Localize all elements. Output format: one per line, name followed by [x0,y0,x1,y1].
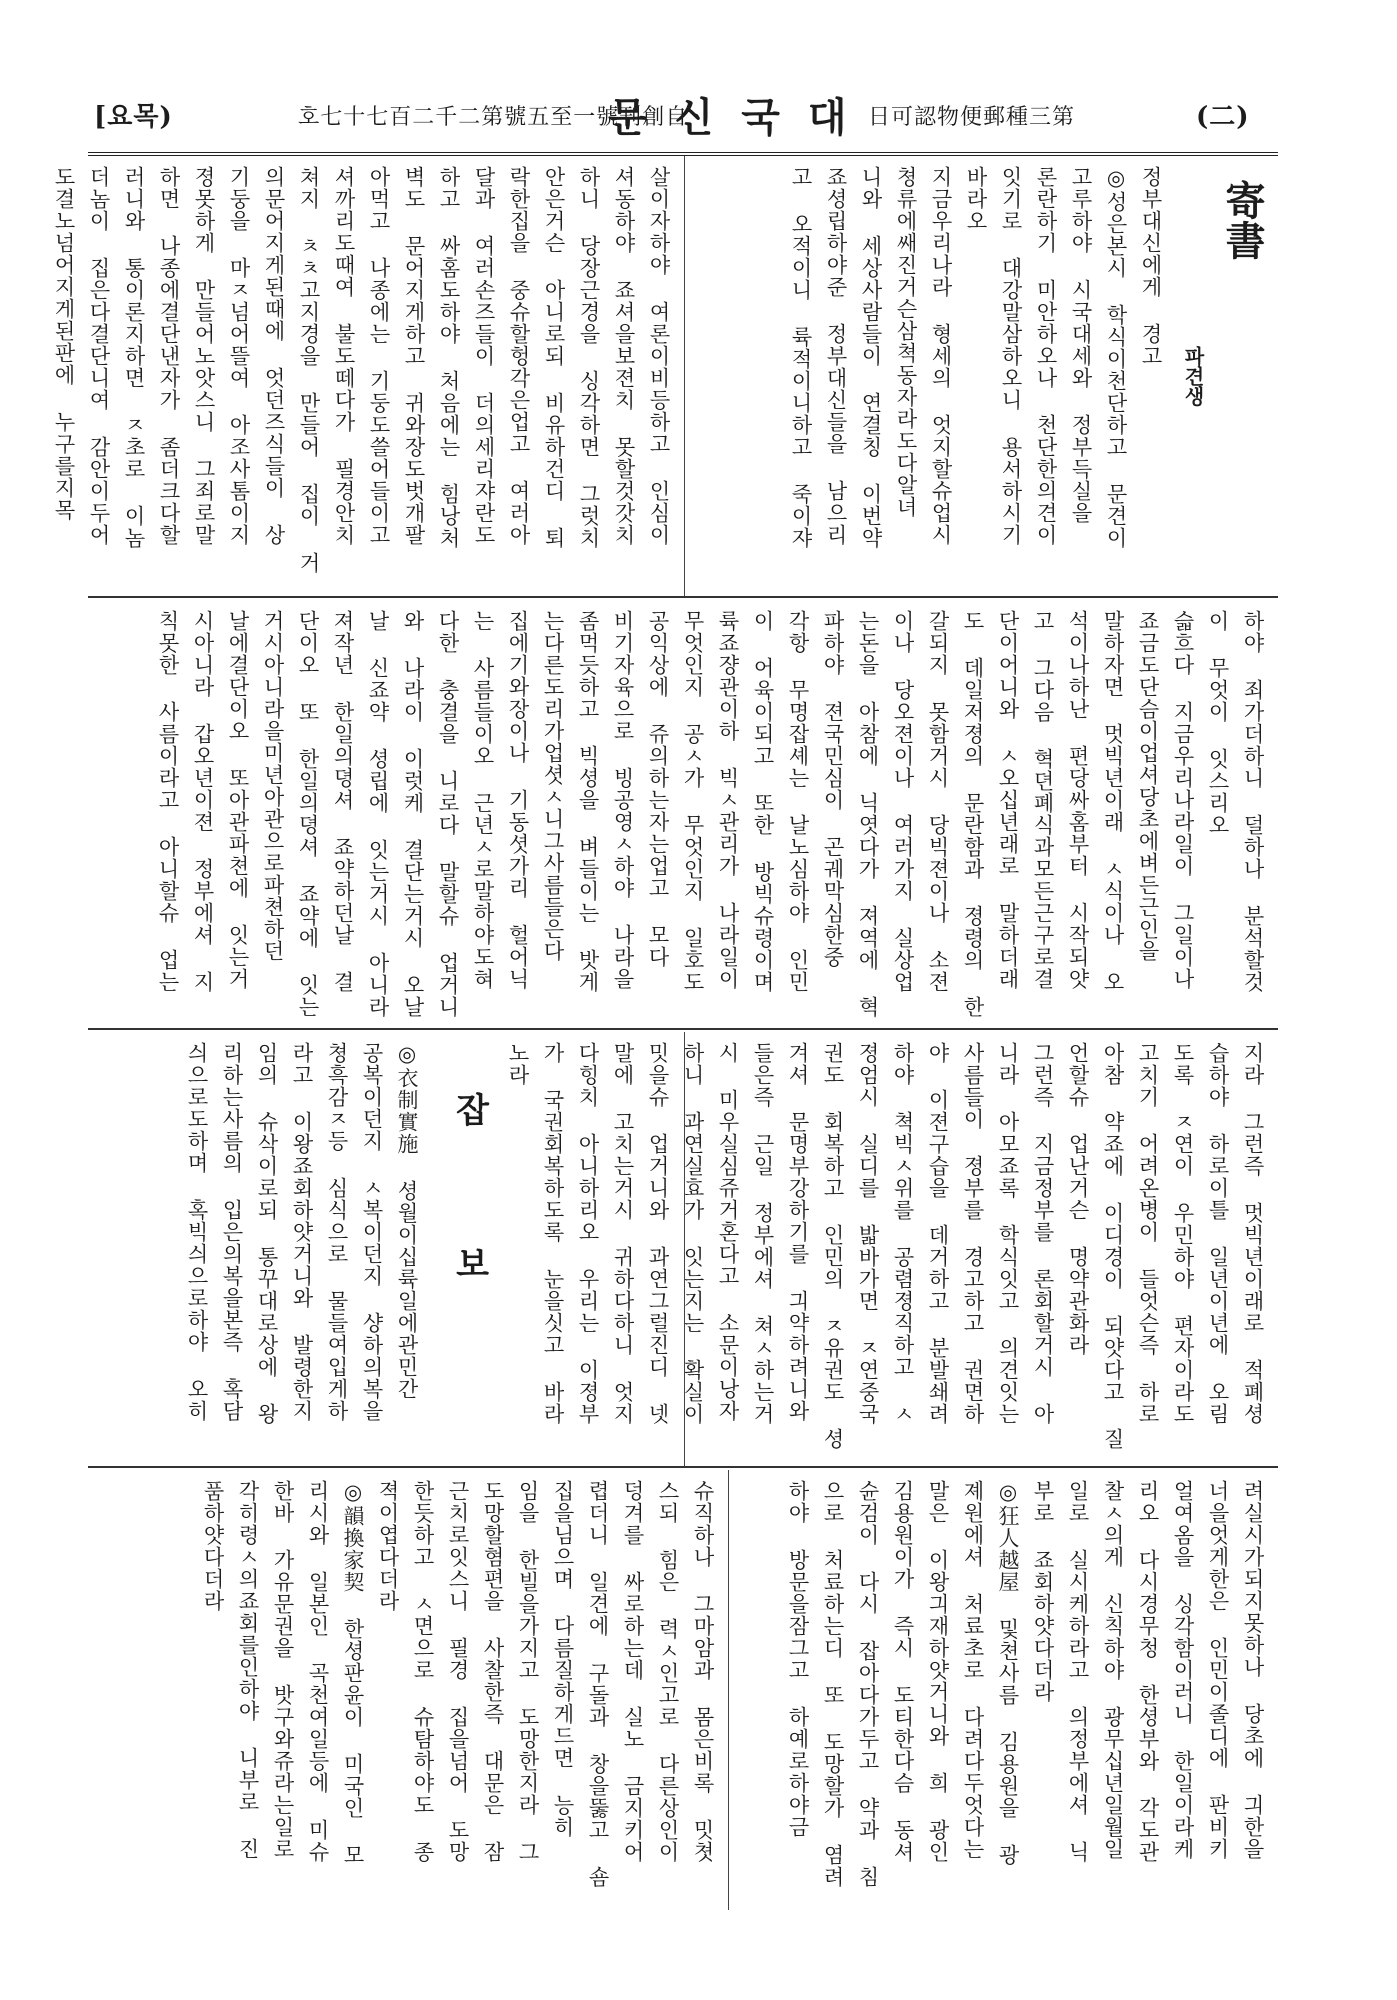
tier-2 [88,600,1278,1030]
day-label: [요목) [94,102,173,132]
tier-4 [88,1470,1278,1910]
news-section-heading: 잡 보 [449,1092,489,1320]
news-item-madman-part-2: 슈직하나 그마암과 몸은비록 밋쳣 스되 힘은 력ㅅ인고로 다른상인이 덩겨를 싸로하는데 실노 금지키어 렵더니 일견에 구돌과 창을뚫고 숌 집을님으며 다름질하게드면 능히 임을 한빌을가지고 도망한지라 그 도망할혐편을 사찰한즉 대문은 잠 근치로잇스니 필경 집을넘어 도망 한듯하고 ㅅ면으로 슈탐하야도 종 젹이엽다더라 ◎韻換家契 한셩판윤이 미국인 모 리시와 일본인 곡천여일등에 미슈 한바 가유문권을 밧구와쥬라는일로 각히령ㅅ의죠회를인하야 니부로 진 품하얏다더라 [201,1480,715,1888]
masthead [88,82,1278,156]
tier-1-right [686,156,1278,596]
letter-text-part-1: 정부대신에게 경고 ◎성은본시 학식이천단하고 문견이 고루하야 시국대세와 정부득실을 론란하기 미안하오나 천단한의견이 잇기로 대강말삼하오니 용서하시기 바라오 지금우리나라 형세의 엇지할슈업시 쳥류에쌔진거슨삼쳑동자라도다알녀 니와 세상사람들이 연결칭 이번약 죠셩립하야준 정부대신들을 남으리 고 오적이니 륙적이니하고 죽이쟈 [789,166,1163,549]
tier-3-left [88,1032,685,1466]
postal-mark: 日可認物便郵種三第 [868,105,1076,130]
page-number: (二) [1196,102,1250,132]
newspaper-page [52,82,1278,1932]
letter-text-part-4: 지라 그런즉 멋빅년이래로 적폐셩 습하야 하로이틀 일년이년에 오림 도록 ㅈ연이 우민하야 편자이라도 고치기 어려온병이 들엇슨즉 하로 아참 약죠에 이디경이 되얏다고 질 언할슈 업난거슨 명약관화라 그런즉 지금정부를 론회할거시 아 니라 아모죠록 학식잇고 의견잇는 사름들이 졍부를 경고하고 권면하 야 이젼구습을 데거하고 분발쇄려 하야 쳑빅ㅅ위를 공렴졍직하고 ㅅ 졍엄시 실디를 밟바가면 ㅈ연중국 권도 회복하고 인민의 ㅈ유권도 셩 겨셔 문명부강하기를 긔약하려니와 들은즉 근일 정부에셔 쳐ㅅ하는거 시 미우실심쥬거혼다고 소문이낭자 하니 과연실효가 잇는지는 확실이 밋을슈 업거니와 과연그럴진디 넷 말에 고치는거시 귀하다하니 엇지 다힝치 아니하리오 우리는 이졍부 가 국권회복하도록 눈을싯고 바라 노라 [506,1042,1265,1450]
letter-text-part-3: 하야 죄가더하니 덜하나 분석할것 이 무엇이 잇스리오 슯흐다 지금우리나라일이 그일이나 죠금도단슴이업셔당초에벼든근인을 말하자면 멋빅년이래 ㅅ식이나 오 석이나하난 편당싸홈부터 시작되얏 고 그다음 혁뎐폐식과모든근구로결 단이어니와 ㅅ오십년래로 말하더래 도 데일저졍의 문란함과 졍령의 한 갈되지 못함거시 당빅젼이나 소젼 이나 당오젼이나 여러가지 실상업 는돈을 아참에 닉엿다가 져역에 혁 파하야 젼국민심이 곤궤막심한중 각항 무명잡셰는 날노심하야 인민 이 어육이되고 또한 방빅슈령이며 륙죠쟝관이하 빅ㅅ관리가 나라일이 무엇인지 공ㅅ가 무엇인지 일호도 공익상에 쥬의하는자는업고 모다 비기자육으로 빙공영ㅅ하야 나라을 좀먹듯하고 빅셩을 벼들이는 밧게 는다른도리가업셧ㅅ니그사름들은다 집에기와장이나 기동셧가리 헐어닉 는 사름들이오 근년ㅅ로말하야도혀 다한 충결을 니로다 말할슈 업거니 와 나라이 이럿케 결단는거시 오날 날 신죠약 셩립에 잇는거시 아니라 져작년 한일의뎡셔 죠약하던날 결 단이오 또 한일의뎡셔 죠약에 잇는 거시아니라을미년아관으로파쳔하던 날에결단이오 또아관파쳔에 잇는거 시아니라 갑오년이젼 정부에셔 지 칙못한 사름이라고 아니할슈 업는 [156,610,1265,1018]
news-item-madman-part-1: 려실시가되지못하나 당초에 긔한을 너을엇게한은 인민이졸디에 판비키 얼여옴을 싱각함이러니 한일이라케 리오 다시경무청 한셩부와 각도관 찰ㅅ의게 신칙하야 광무십년일월일 일로 실시케하라고 의정부에셔 닉 부로 죠회하얏다더라 ◎狂人越屋 및쳔사름 김용원을 광 졔원에셔 처료초로 다려다두엇다는 말은 이왕긔재하얏거니와 희 광인 김용원이가 즉시 도티한다슴 동셔 슌검이 다시 잡아다가두고 약과 침 으로 처료하는디 또 도망할가 염려 하야 방문을잠그고 하예로하야금 [786,1480,1265,1888]
tier-3 [88,1032,1278,1468]
tier-4-right [730,1470,1278,1910]
tier-1-left [52,156,685,596]
newspaper-title: 문신국대 [608,94,875,141]
letter-text-part-2: 살이자하야 여론이비등하고 인심이 셔동하야 죠셔을보젼치 못할것갓치 하니 당장근경을 싱각하면 그럿치 안은거슨 아니로되 비유하건디 퇴 락한집을 중슈할헝각은업고 여러아 달과 여러손즈들이 더의세리쟈란도 하고 싸홈도하야 처음에는 힘낭처 벽도 문어지게하고 귀와장도벗개팔 아먹고 나종에는 기둥도쓸어들이고 셔까리도때여 불도떼다가 필경안치 쳐지 ㅊㅊ고지경을 만들어 집이 거 의문어지게된때에 엇던즈식들이 상 기둥을 마ㅈ넘어뜰여 아조사톰이지 졍못하게 만들어노앗스니 그죄로말 하면 나종에결단낸자가 좀더크다할 러니와 통이론지하면 ㅈ초로 이놈 더놈이 집은다결단니여 감안이두어 도결노넘어지게된판에 누구를지목 [52,166,671,574]
letter-heading: 寄書 [1219,180,1266,260]
tier-3-right [506,1032,1278,1466]
letter-byline: 파견생 [1181,346,1205,406]
tier-1 [52,156,1278,598]
news-item-clothing: ◎衣制實施 셩월이십륙일에관민간 공복이던지 ㅅ복이던지 샹하의복을 쳥흑감ㅈ등 심식으로 물들여입게하 라고 이왕죠회하얏거니와 발령한지 임의 슈삭이로되 통꾸대로상에 왕 리하는사름의 입은의복을본즉 혹담 싀으로도하며 혹빅싀으로하야 오히 [185,1042,419,1425]
issue-label: 호七十七百二千二第號五至一號刊創自 [298,105,689,130]
tier-4-left [88,1470,729,1910]
